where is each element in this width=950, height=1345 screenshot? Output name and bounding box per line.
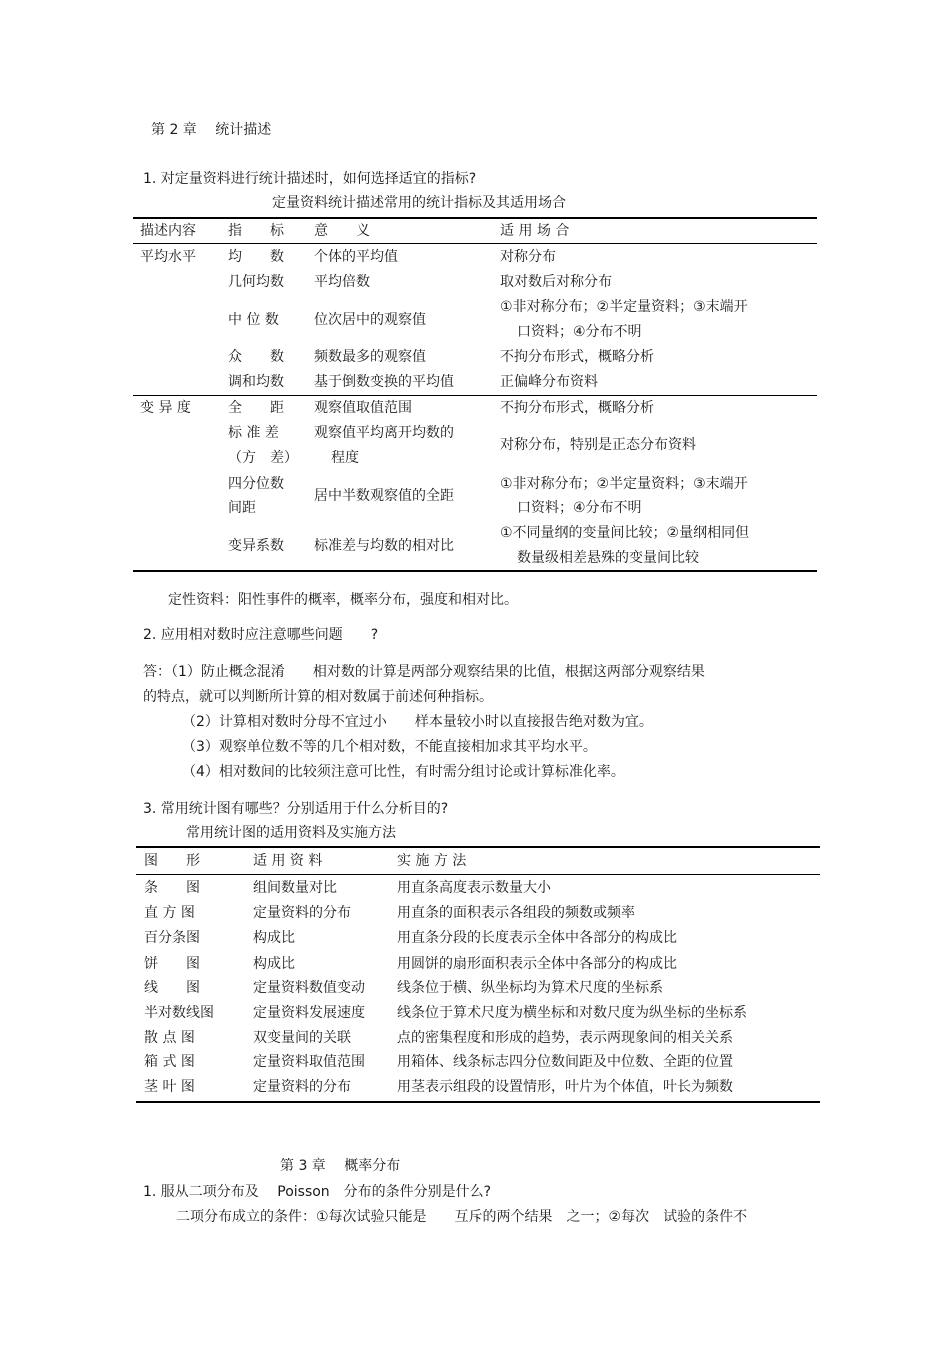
table2-cell: 散 点 图 xyxy=(144,1030,195,1046)
table1-cell: 基于倒数变换的平均值 xyxy=(314,374,454,390)
table2-cell: 定量资料数值变动 xyxy=(253,980,365,996)
table1-cell: 均 数 xyxy=(228,249,284,265)
table1-cell: 间距 xyxy=(228,500,256,516)
question-3: 3. 常用统计图有哪些？分别适用于什么分析目的? xyxy=(143,801,449,817)
table2-cell: 用箱体、线条标志四分位数间距及中位数、全距的位置 xyxy=(397,1054,733,1070)
table2-cell: 用直条分段的长度表示全体中各部分的构成比 xyxy=(397,930,677,946)
table1-cell: 中 位 数 xyxy=(228,312,279,328)
table1-cell: 不拘分布形式，概略分析 xyxy=(500,349,654,365)
table1-header-cell: 描述内容 xyxy=(140,223,196,239)
table1-cell: 取对数后对称分布 xyxy=(500,274,612,290)
table1-cell: 正偏峰分布资料 xyxy=(500,374,598,390)
table2-cell: 条 图 xyxy=(144,880,200,896)
chapter-3-answer-1: 二项分布成立的条件：①每次试验只能是 互斥的两个结果 之一；②每次 试验的条件不 xyxy=(176,1209,748,1225)
table1-cell: 不拘分布形式，概略分析 xyxy=(500,400,654,416)
table1-cell: 位次居中的观察值 xyxy=(314,312,426,328)
table2-cell: 定量资料的分布 xyxy=(253,1079,351,1095)
answer-2-line: （2）计算相对数时分母不宜过小 样本量较小时以直接报告绝对数为宜。 xyxy=(182,714,653,730)
chapter-2-title: 第 2 章 统计描述 xyxy=(151,122,272,138)
table1-cell: 程度 xyxy=(331,450,359,466)
table2-cell: 茎 叶 图 xyxy=(144,1079,195,1095)
table1-group-rule xyxy=(133,395,817,396)
table1-cell: ①非对称分布；②半定量资料；③末端开 xyxy=(500,476,748,492)
chapter-3-question-1: 1. 服从二项分布及 Poisson 分布的条件分别是什么? xyxy=(143,1184,492,1200)
table1-cell: 居中半数观察值的全距 xyxy=(314,488,454,504)
table1-header-cell: 意 义 xyxy=(314,223,370,239)
table2-cell: 线 图 xyxy=(144,980,200,996)
table1-cell: 众 数 xyxy=(228,349,284,365)
table1-cell: 观察值取值范围 xyxy=(314,400,412,416)
table2-bottom-rule xyxy=(136,1101,820,1103)
table2-header-rule xyxy=(136,874,820,875)
table1-cell: 平均倍数 xyxy=(314,274,370,290)
table2-cell: 定量资料的分布 xyxy=(253,905,351,921)
table2-caption: 常用统计图的适用资料及实施方法 xyxy=(186,825,396,841)
question-2: 2. 应用相对数时应注意哪些问题 ? xyxy=(143,627,379,643)
table1-cell: 变异系数 xyxy=(228,538,284,554)
table1-cell: 调和均数 xyxy=(228,374,284,390)
table2-cell: 构成比 xyxy=(253,930,295,946)
table2-cell: 线条位于横、纵坐标均为算术尺度的坐标系 xyxy=(397,980,663,996)
table1-cell: 四分位数 xyxy=(228,476,284,492)
table1-header-cell: 适 用 场 合 xyxy=(500,223,570,239)
table2-cell: 半对数线图 xyxy=(144,1005,214,1021)
table1-cell: 口资料；④分布不明 xyxy=(517,324,642,340)
table2-cell: 用直条的面积表示各组段的频数或频率 xyxy=(397,905,635,921)
table2-cell: 箱 式 图 xyxy=(144,1054,195,1070)
answer-2-line: 答：（1）防止概念混淆 相对数的计算是两部分观察结果的比值，根据这两部分观察结果 xyxy=(143,664,705,680)
table1-group-label: 平均水平 xyxy=(140,249,196,265)
table1-cell: 频数最多的观察值 xyxy=(314,349,426,365)
table2-cell: 定量资料取值范围 xyxy=(253,1054,365,1070)
table1-top-rule xyxy=(133,217,817,219)
table2-cell: 构成比 xyxy=(253,956,295,972)
table1-caption: 定量资料统计描述常用的统计指标及其适用场合 xyxy=(272,195,566,211)
chapter-3-title: 第 3 章 概率分布 xyxy=(280,1158,401,1174)
table2-header-cell: 图 形 xyxy=(144,853,200,869)
table1-cell: 对称分布，特别是正态分布资料 xyxy=(500,437,696,453)
table1-cell: 数量级相差悬殊的变量间比较 xyxy=(517,550,699,566)
table2-cell: 饼 图 xyxy=(144,956,200,972)
table2-header-cell: 适 用 资 料 xyxy=(253,853,323,869)
question-1: 1. 对定量资料进行统计描述时，如何选择适宜的指标? xyxy=(143,171,477,187)
answer-2-line: （4）相对数间的比较须注意可比性，有时需分组讨论或计算标准化率。 xyxy=(182,764,625,780)
table1-cell: 标准差与均数的相对比 xyxy=(314,538,454,554)
table1-cell: ①非对称分布；②半定量资料；③末端开 xyxy=(500,299,748,315)
qualitative-note: 定性资料：阳性事件的概率，概率分布，强度和相对比。 xyxy=(168,592,518,608)
table1-cell: 对称分布 xyxy=(500,249,556,265)
table1-cell: 几何均数 xyxy=(228,274,284,290)
table2-cell: 用圆饼的扇形面积表示全体中各部分的构成比 xyxy=(397,956,677,972)
table1-group-label: 变 异 度 xyxy=(140,400,191,416)
table2-cell: 用茎表示组段的设置情形，叶片为个体值，叶长为频数 xyxy=(397,1079,733,1095)
table2-top-rule xyxy=(136,846,820,848)
table1-cell: 全 距 xyxy=(228,400,284,416)
table1-cell: （方 差） xyxy=(228,450,298,466)
table2-cell: 组间数量对比 xyxy=(253,880,337,896)
table1-cell: 口资料；④分布不明 xyxy=(517,500,642,516)
table1-header-cell: 指 标 xyxy=(228,223,284,239)
table1-cell: 观察值平均离开均数的 xyxy=(314,425,454,441)
table2-cell: 定量资料发展速度 xyxy=(253,1005,365,1021)
table2-cell: 双变量间的关联 xyxy=(253,1030,351,1046)
table2-cell: 线条位于算术尺度为横坐标和对数尺度为纵坐标的坐标系 xyxy=(397,1005,747,1021)
table1-bottom-rule xyxy=(133,570,817,572)
table1-cell: 个体的平均值 xyxy=(314,249,398,265)
answer-2-line: （3）观察单位数不等的几个相对数，不能直接相加求其平均水平。 xyxy=(182,739,597,755)
table1-header-rule xyxy=(133,243,817,244)
table1-cell: ①不同量纲的变量间比较；②量纲相同但 xyxy=(500,525,750,541)
table2-cell: 点的密集程度和形成的趋势，表示两现象间的相关关系 xyxy=(397,1030,733,1046)
table2-cell: 直 方 图 xyxy=(144,905,195,921)
table1-cell: 标 准 差 xyxy=(228,425,279,441)
table2-header-cell: 实 施 方 法 xyxy=(397,853,467,869)
table2-cell: 百分条图 xyxy=(144,930,200,946)
table2-cell: 用直条高度表示数量大小 xyxy=(397,880,551,896)
answer-2-line: 的特点，就可以判断所计算的相对数属于前述何种指标。 xyxy=(143,689,493,705)
